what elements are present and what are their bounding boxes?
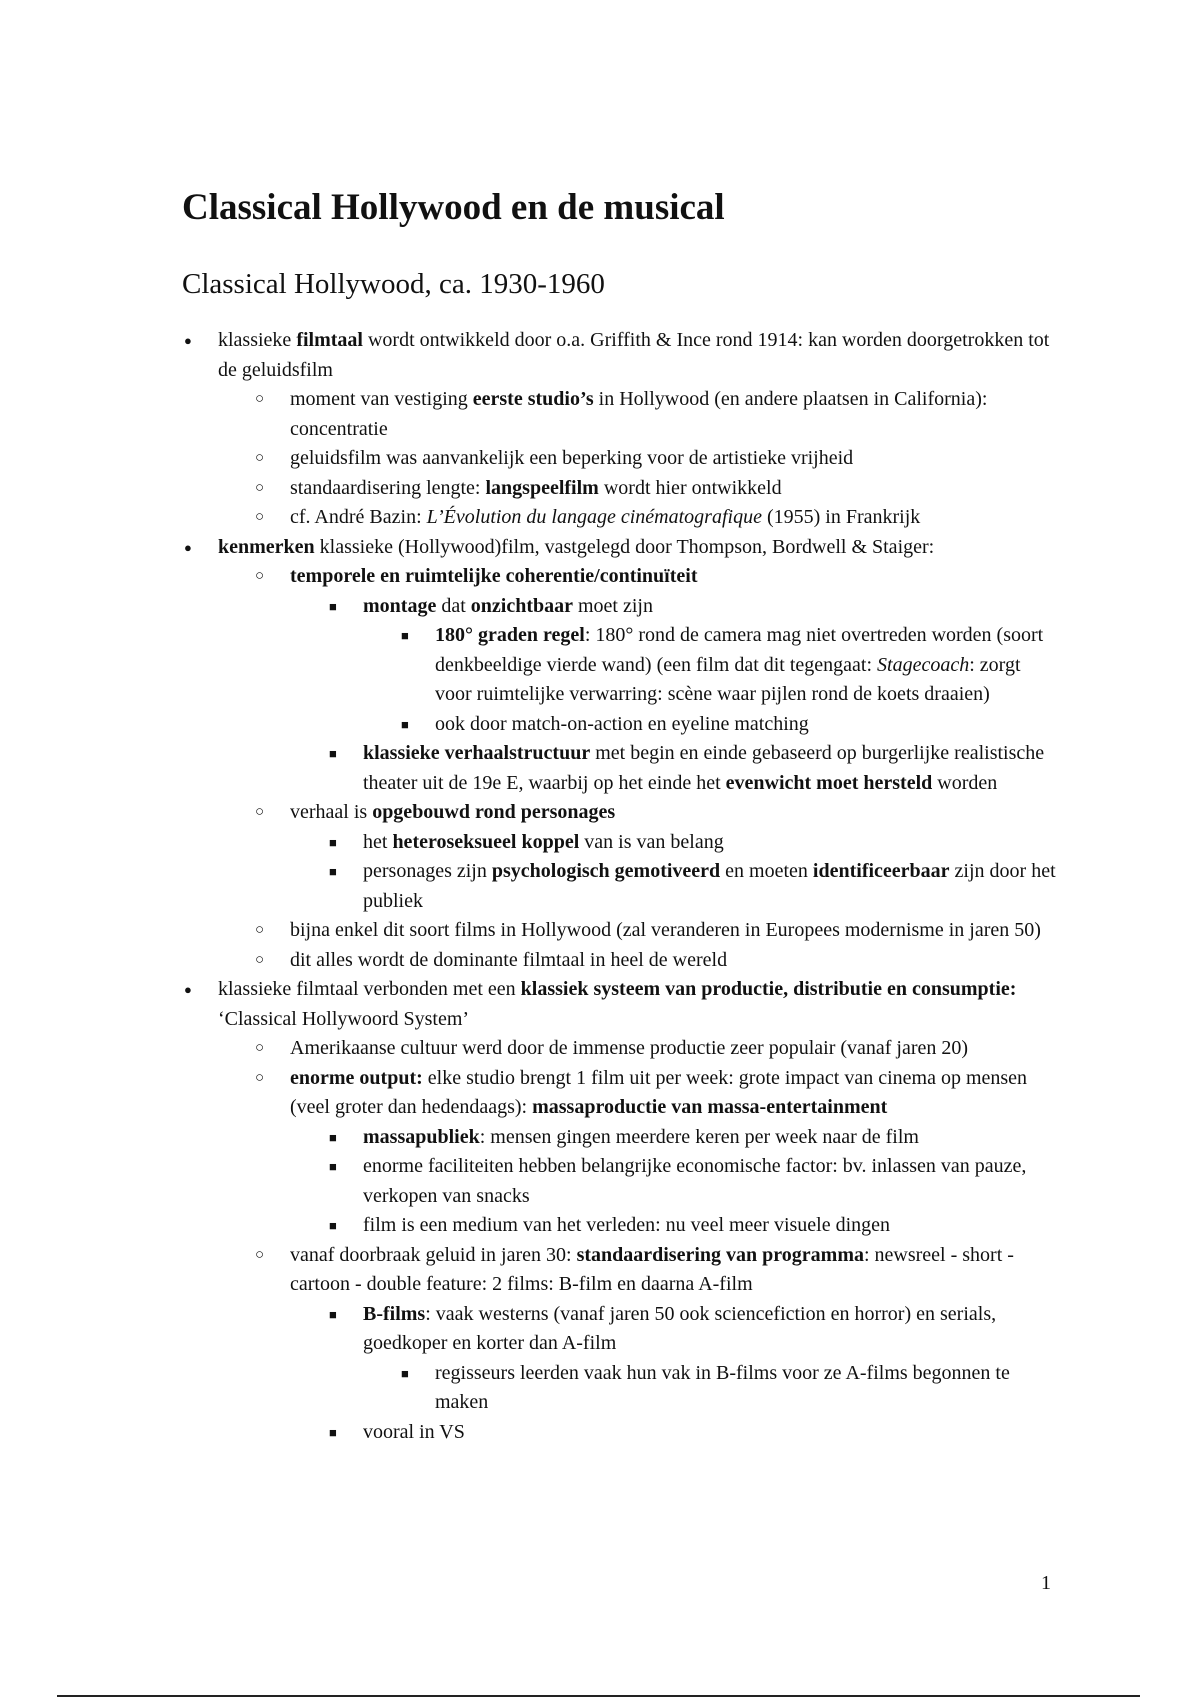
item-text: moment van vestiging [290, 388, 473, 410]
item-text: zijn door het publiek [363, 860, 1056, 912]
bullet-icon: ■ [401, 716, 409, 732]
item-text: film is een medium van het verleden: nu veel meer visuele dingen [363, 1214, 891, 1236]
bold-text: evenwicht moet hersteld [725, 771, 933, 794]
bullet-icon: ■ [329, 864, 337, 879]
item-text: het [363, 830, 393, 853]
list-item [182, 1152, 1062, 1211]
item-text: enorme faciliteiten hebben belangrijke economische factor: bv. inlassen van pauze, verkopen van snacks [363, 1155, 1027, 1207]
bullet-icon: ● [184, 982, 192, 997]
document-page [182, 180, 1062, 1447]
list-item [182, 1359, 1062, 1418]
list-item [182, 946, 1062, 976]
bullet-icon: ○ [255, 1246, 265, 1263]
list-item [182, 1418, 1062, 1448]
list-item [182, 621, 1062, 710]
item-text: (1955) in Frankrijk [761, 506, 921, 528]
item-text: wordt ontwikkeld door o.a. Griffith & Ince rond 1914: kan worden doorgetrokken tot de geluidsfilm [218, 329, 1050, 381]
bold-text: B-films [363, 1302, 426, 1325]
list-item [182, 857, 1062, 916]
list-item [182, 739, 1062, 798]
item-text: standaardisering lengte: [290, 476, 486, 499]
bold-text: montage [363, 594, 437, 617]
item-text: personages zijn [363, 860, 492, 882]
bold-text: standaardisering van programma [576, 1243, 864, 1266]
item-text: cf. André Bazin: [290, 506, 427, 528]
bullet-icon: ○ [255, 479, 265, 496]
item-text: wordt hier ontwikkeld [598, 476, 782, 499]
item-text: klassieke [218, 329, 297, 351]
bullet-icon: ■ [401, 628, 409, 643]
item-text: bijna enkel dit soort films in Hollywood (zal veranderen in Europees modernisme in jaren 50) [290, 919, 1041, 941]
bold-text: heteroseksueel koppel [392, 830, 580, 853]
document-title: Classical Hollywood en de musical [182, 187, 725, 228]
bullet-icon: ○ [255, 450, 265, 466]
bullet-outline [182, 326, 1062, 1447]
bold-text: klassiek systeem van productie, distributie en consumptie: [520, 978, 1017, 1000]
list-item [182, 385, 1062, 444]
bullet-icon: ○ [255, 922, 265, 938]
list-item [182, 474, 1062, 504]
item-text: : zorgt voor ruimtelijke verwarring: scène waar pijlen rond de koets draaien) [435, 653, 1021, 705]
bold-text: eerste studio’s [472, 388, 594, 410]
list-item [182, 710, 1062, 740]
item-text: en moeten [720, 860, 813, 882]
bullet-icon: ○ [255, 509, 265, 525]
list-item [182, 916, 1062, 946]
item-text: dit alles wordt de dominante filmtaal in heel de wereld [290, 948, 728, 971]
bold-text: temporele en ruimtelijke coherentie/continuïteit [290, 565, 698, 587]
bullet-icon: ● [184, 333, 192, 348]
item-text: : newsreel - short - cartoon - double feature: 2 films: B-film en daarna A-film [290, 1243, 1014, 1295]
bold-text: onzichtbaar [470, 594, 573, 617]
bullet-icon: ○ [255, 1040, 265, 1056]
bold-text: enorme output: [290, 1066, 423, 1089]
bold-text: klassieke verhaalstructuur [363, 742, 591, 764]
italic-text: Stagecoach [877, 653, 970, 676]
bold-text: psychologisch gemotiveerd [491, 860, 721, 882]
item-text: : 180° rond de camera mag niet overtreden worden (soort denkbeeldige vierde wand) (een film dat dit tegengaat: [435, 624, 1044, 676]
bullet-icon: ○ [255, 391, 265, 407]
item-text: klassieke filmtaal verbonden met een [218, 978, 521, 1000]
bullet-icon: ■ [329, 834, 337, 850]
bullet-icon: ■ [329, 1218, 337, 1233]
item-text: dat [436, 594, 471, 617]
list-item [182, 533, 1062, 563]
bullet-icon: ■ [329, 746, 337, 761]
italic-text: L’Évolution du langage cinématografique [426, 506, 762, 528]
bullet-icon: ○ [255, 804, 265, 820]
bullet-icon: ■ [329, 1306, 337, 1322]
bullet-icon: ■ [329, 1424, 337, 1440]
item-text: geluidsfilm was aanvankelijk een beperking voor de artistieke vrijheid [290, 447, 854, 469]
section-heading: Classical Hollywood, ca. 1930-1960 [182, 268, 605, 300]
list-item [182, 326, 1062, 385]
item-text: vooral in VS [363, 1420, 465, 1443]
bullet-icon: ■ [329, 1159, 337, 1174]
page-divider [57, 1695, 1140, 1697]
item-text: worden [932, 771, 998, 794]
list-item [182, 444, 1062, 474]
list-item [182, 1300, 1062, 1359]
bold-text: massapubliek [363, 1125, 480, 1148]
item-text: vanaf doorbraak geluid in jaren 30: [290, 1243, 577, 1266]
list-item [182, 1034, 1062, 1064]
page-number: 1 [1041, 1572, 1051, 1594]
item-text: verhaal is [290, 801, 373, 823]
bold-text: opgebouwd rond personages [372, 801, 616, 823]
bold-text: langspeelfilm [485, 476, 599, 499]
bullet-icon: ■ [329, 598, 337, 614]
item-text: met begin en einde gebaseerd op burgerlijke realistische theater uit de 19e E, waarbij op het einde het [363, 742, 1045, 794]
list-item [182, 503, 1062, 533]
list-item [182, 828, 1062, 858]
bold-text: kenmerken [218, 535, 315, 558]
item-text: moet zijn [572, 594, 653, 617]
item-text: regisseurs leerden vaak hun vak in B-films voor ze A-films begonnen te maken [435, 1361, 1010, 1413]
bold-text: massaproductie van massa-entertainment [532, 1096, 888, 1118]
item-text: klassieke (Hollywood)film, vastgelegd door Thompson, Bordwell & Staiger: [314, 535, 935, 558]
list-item [182, 975, 1062, 1034]
bullet-icon: ● [184, 539, 192, 555]
list-item [182, 798, 1062, 828]
bullet-icon: ■ [401, 1365, 409, 1381]
item-text: : mensen gingen meerdere keren per week naar de film [479, 1125, 919, 1148]
item-text: ook door match-on-action en eyeline matching [435, 712, 809, 735]
list-item [182, 562, 1062, 592]
list-item [182, 1064, 1062, 1123]
item-text: ‘Classical Hollywoord System’ [218, 1007, 470, 1030]
list-item [182, 1211, 1062, 1241]
bullet-icon: ○ [255, 1069, 265, 1086]
item-text: elke studio brengt 1 film uit per week: grote impact van cinema op mensen (veel groter dan hedendaags): [290, 1066, 1028, 1118]
item-text: in Hollywood (en andere plaatsen in California): concentratie [290, 388, 988, 440]
bold-text: filmtaal [296, 329, 363, 351]
bullet-icon: ○ [255, 951, 265, 968]
bold-text: identificeerbaar [812, 860, 950, 882]
list-item [182, 592, 1062, 622]
list-item [182, 1123, 1062, 1153]
item-text: van is van belang [579, 830, 724, 853]
list-item [182, 1241, 1062, 1300]
bullet-icon: ○ [255, 568, 265, 584]
item-text: Amerikaanse cultuur werd door de immense productie zeer populair (vanaf jaren 20) [290, 1037, 969, 1059]
bullet-icon: ■ [329, 1129, 337, 1145]
item-text: : vaak westerns (vanaf jaren 50 ook sciencefiction en horror) en serials, goedkoper en korter dan A-film [363, 1302, 997, 1354]
bold-text: 180° graden regel [435, 624, 585, 646]
